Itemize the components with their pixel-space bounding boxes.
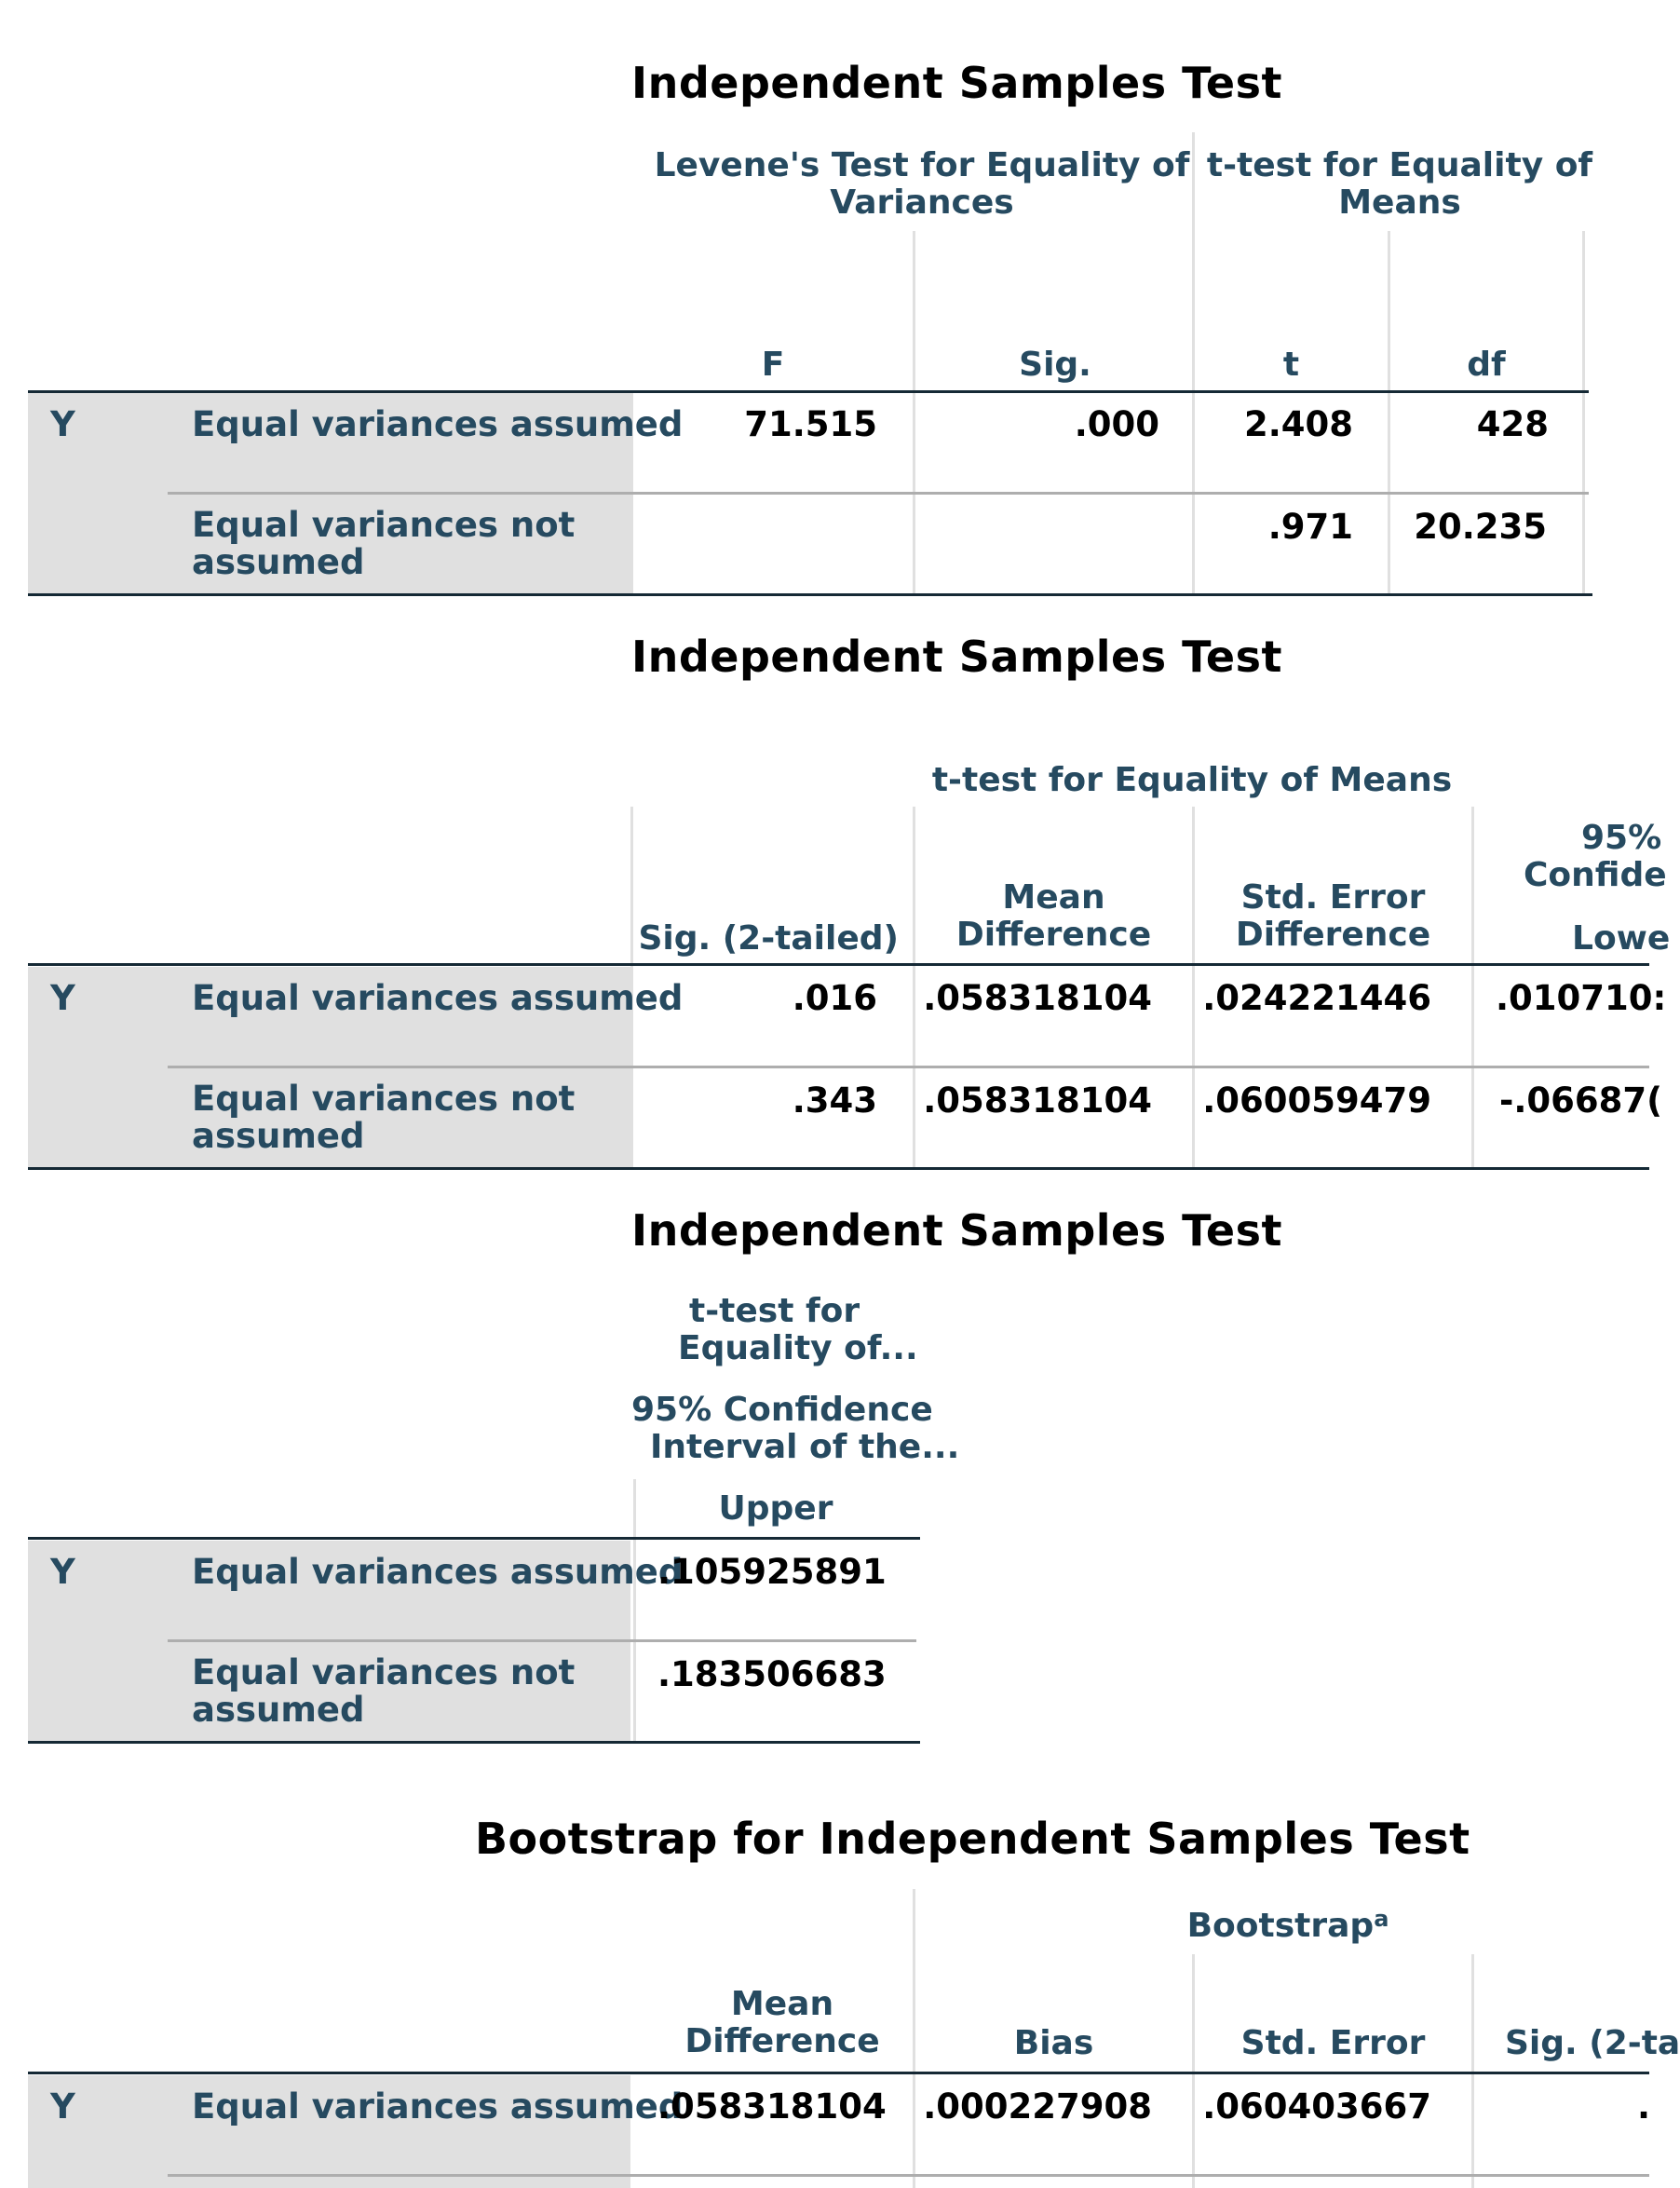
cell-std-error-difference: .024221446	[1202, 978, 1431, 1018]
table2-title: Independent Samples Test	[631, 632, 1282, 682]
table1-title: Independent Samples Test	[631, 58, 1282, 108]
ci-group-header-line2: Interval of the...	[650, 1428, 960, 1466]
cell-ci-lower: .010710:	[1496, 978, 1667, 1018]
cell-mean-difference: .058318104	[923, 978, 1152, 1018]
cell-bias: .000227908	[923, 2086, 1152, 2127]
col-header-t: t	[1282, 346, 1300, 384]
row-divider	[168, 2174, 1649, 2177]
col-header-ci-95: 95%	[1581, 819, 1662, 857]
ci-group-header-line1: 95% Confidence	[631, 1391, 933, 1429]
col-header-sig: Sig.	[1019, 346, 1091, 384]
grid-line	[1471, 807, 1474, 1168]
header-rule	[28, 963, 1649, 966]
col-header-ci-lower: Lowe	[1572, 919, 1671, 958]
row-label-not-assumed: Equal variances not assumed	[192, 1652, 576, 1730]
cell-df: 428	[1476, 404, 1549, 444]
var-label: Y	[50, 2086, 75, 2127]
cell-std-error-difference: .060059479	[1202, 1080, 1431, 1121]
col-header-df: df	[1467, 346, 1506, 384]
cell-std-error: .060403667	[1202, 2086, 1431, 2127]
header-rule	[28, 390, 1589, 393]
var-label: Y	[50, 1552, 75, 1592]
table3-title: Independent Samples Test	[631, 1205, 1282, 1256]
header-rule	[28, 2072, 1649, 2074]
row-label-assumed: Equal variances assumed	[192, 404, 684, 444]
row-label-assumed: Equal variances assumed	[192, 978, 684, 1018]
header-rule	[28, 1537, 920, 1540]
var-label: Y	[50, 978, 75, 1018]
row-divider	[168, 1639, 916, 1642]
table4-title: Bootstrap for Independent Samples Test	[475, 1814, 1470, 1864]
bootstrap-group-header: Bootstrap$^a$	[1186, 1906, 1389, 1945]
cell-upper: .183506683	[657, 1654, 887, 1694]
cell-t: .971	[1267, 507, 1353, 547]
var-label: Y	[50, 404, 75, 444]
ttest-group-header-line1: t-test for	[689, 1292, 860, 1330]
cell-mean-difference: .058318104	[657, 2086, 887, 2127]
ttest-group-header: t-test for Equality of Means	[1206, 146, 1593, 222]
cell-sig-2-tailed: .016	[792, 978, 877, 1018]
col-header-std-error-difference: Std. Error Difference	[1235, 878, 1431, 954]
col-header-ci-confidence: Confide	[1524, 856, 1667, 894]
col-header-std-error: Std. Error	[1240, 2024, 1426, 2062]
table-bottom-rule	[28, 593, 1592, 596]
col-header-f: F	[761, 346, 785, 384]
table-bottom-rule	[28, 1167, 1649, 1170]
row-label-assumed: Equal variances assumed	[192, 1552, 684, 1592]
col-header-sig-2-tailed: Sig. (2-ta	[1505, 2024, 1680, 2062]
cell-t: 2.408	[1243, 404, 1353, 444]
ttest-group-header: t-test for Equality of Means	[931, 761, 1453, 799]
levene-group-header: Levene's Test for Equality of Variances	[654, 146, 1190, 222]
col-header-upper: Upper	[718, 1489, 833, 1528]
col-header-sig-2-tailed: Sig. (2-tailed)	[638, 919, 899, 958]
grid-line	[1582, 231, 1585, 594]
cell-df: 20.235	[1414, 507, 1547, 547]
cell-mean-difference: .058318104	[923, 1080, 1152, 1121]
table-bottom-rule	[28, 1741, 920, 1744]
col-header-mean-difference: Mean Difference	[684, 1985, 880, 2060]
row-divider	[168, 1066, 1649, 1068]
row-label-not-assumed: Equal variances not assumed	[192, 1079, 576, 1156]
row-label-not-assumed: Equal variances not assumed	[192, 505, 576, 582]
col-header-mean-difference: Mean Difference	[955, 878, 1152, 954]
cell-sig-2-tailed: .	[1637, 2086, 1651, 2127]
col-header-bias: Bias	[1013, 2024, 1094, 2062]
ttest-group-header-line2: Equality of...	[678, 1329, 918, 1367]
row-label-assumed: Equal variances assumed	[192, 2086, 684, 2127]
cell-sig-2-tailed: .343	[792, 1080, 877, 1121]
cell-f: 71.515	[744, 404, 877, 444]
cell-sig: .000	[1074, 404, 1159, 444]
cell-ci-lower: -.06687(	[1499, 1080, 1663, 1121]
cell-upper: .105925891	[657, 1552, 887, 1592]
row-divider	[168, 492, 1589, 495]
